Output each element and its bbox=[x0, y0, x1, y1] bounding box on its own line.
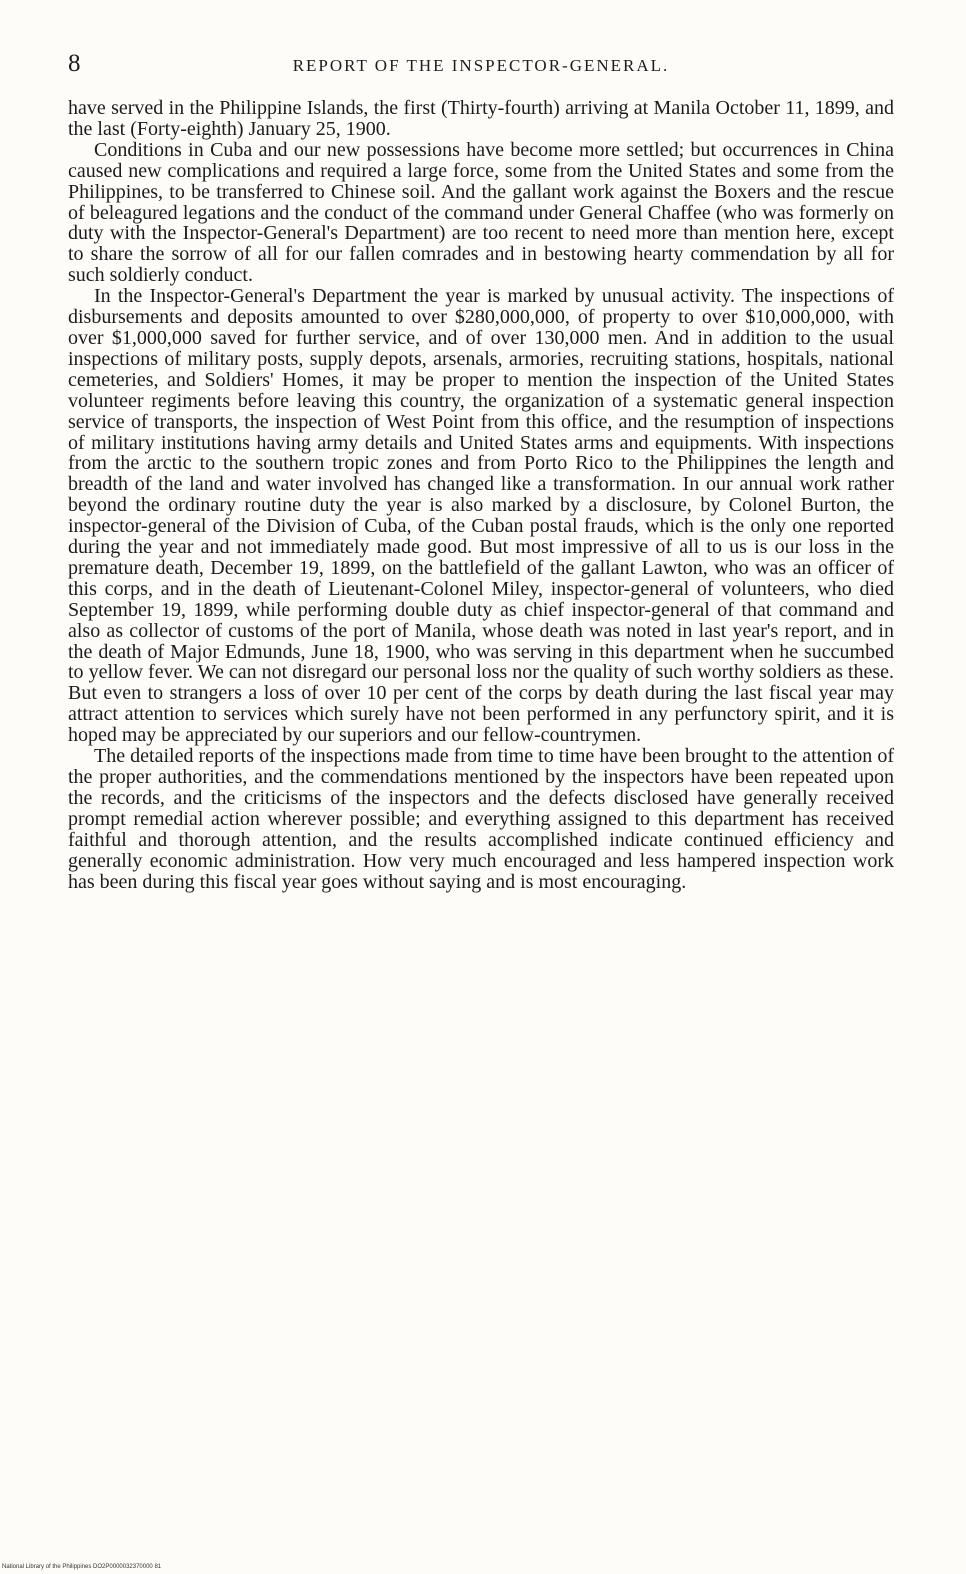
paragraph-conditions: Conditions in Cuba and our new possessions have become more settled; but occurrences in China caused new complications and required a large force, some from the United States and some from the Philippines, to be transferred to Chinese soil. And the gallant work against the Boxers and the rescue of beleagured legations and the conduct of the command under General Chaffee (who was formerly on duty with the Inspector-General's Department) are too recent to need more than mention here, except to share the sorrow of all for our fallen comrades and in bestowing hearty commendation by all for such soldierly conduct. bbox=[68, 138, 894, 287]
page-number: 8 bbox=[68, 50, 81, 77]
paragraph-department-activity: In the Inspector-General's Department the year is marked by unusual activity. The inspections of disbursements and deposits amounted to over $280,000,000, of property to over $10,000,000, with over $1,000,000 saved for further service, and of over 130,000 men. And in addition to the usual inspections of military posts, supply depots, arsenals, armories, recruiting stations, hospitals, national cemeteries, and Soldiers' Homes, it may be proper to mention the inspection of the United States volunteer regiments before leaving this country, the organization of a systematic general inspection service of transports, the inspection of West Point from this office, and the resumption of inspections of military institutions having army details and United States arms and equipments. With inspections from the arctic to the southern tropic zones and from Porto Rico to the Philippines the length and breadth of the land and water involved has changed like a transformation. In our annual work rather beyond the ordinary routine duty the year is also marked by a disclosure, by Colonel Burton, the inspector-general of the Division of Cuba, of the Cuban postal frauds, which is the only one reported during the year and not immediately made good. But most impressive of all to us is our loss in the premature death, December 19, 1899, on the battlefield of the gallant Lawton, who was an officer of this corps, and in the death of Lieutenant-Colonel Miley, inspector-general of volunteers, who died September 19, 1899, while performing double duty as chief inspector-general of that command and also as collector of customs of the port of Manila, whose death was noted in last year's report, and in the death of Major Edmunds, June 18, 1900, who was serving in this department when he succumbed to yellow fever. We can not disregard our personal loss nor the quality of such worthy soldiers as these. But even to strangers a loss of over 10 per cent of the corps by death during the last fiscal year may attract attention to services which surely have not been performed in any perfunctory spirit, and it is hoped may be appreciated by our superiors and our fellow-countrymen. bbox=[68, 285, 894, 747]
body-text bbox=[68, 98, 894, 892]
scan-footer: National Library of the Philippines DO2P0000032370000 81 bbox=[2, 1564, 162, 1570]
paragraph-detailed-reports: The detailed reports of the inspections made from time to time have been brought to the attention of the proper authorities, and the commendations mentioned by the inspectors have been repeated upon the records, and the criticisms of the inspectors and the defects disclosed have generally received prompt remedial action wherever possible; and everything assigned to this department has received faithful and thorough attention, and the results accomplished indicate continued efficiency and generally economic administration. How very much encouraged and less hampered inspection work has been during this fiscal year goes without saying and is most encouraging. bbox=[68, 745, 894, 893]
paragraph-continued: have served in the Philippine Islands, the first (Thirty-fourth) arriving at Manila October 11, 1899, and the last (Forty-eighth) January 25, 1900. bbox=[68, 97, 894, 140]
running-title: REPORT OF THE INSPECTOR-GENERAL. bbox=[292, 56, 670, 75]
running-head bbox=[68, 50, 894, 80]
